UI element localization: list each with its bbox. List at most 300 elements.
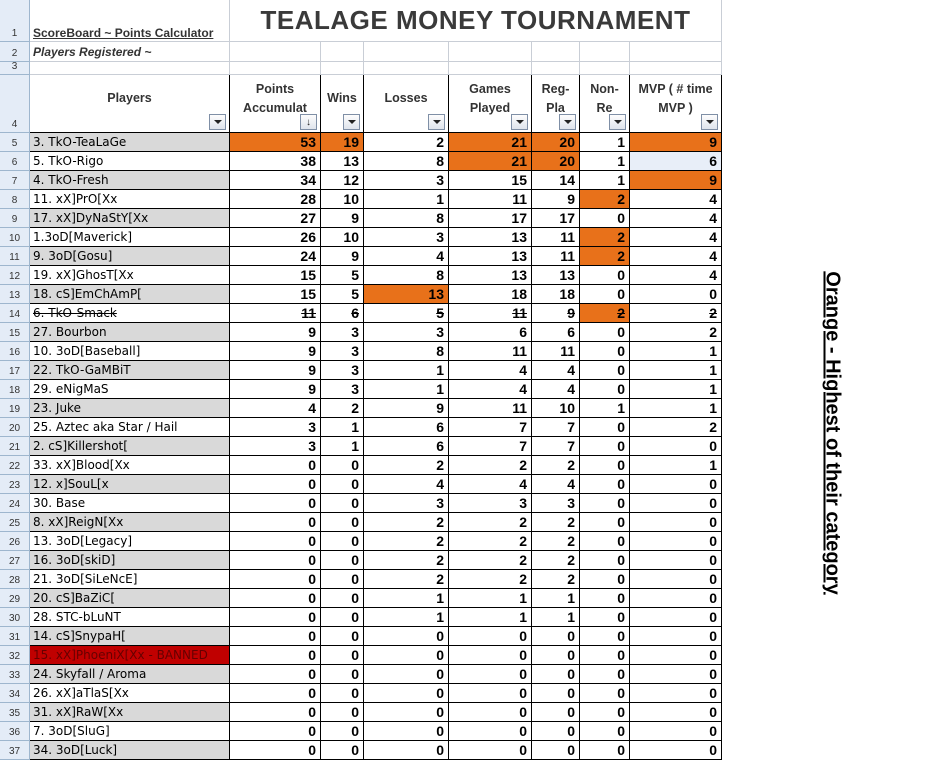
stat-cell[interactable]: 5 xyxy=(321,266,364,285)
stat-cell[interactable]: 2 xyxy=(580,247,630,266)
stat-cell[interactable]: 0 xyxy=(532,627,580,646)
row-number[interactable]: 8 xyxy=(0,190,30,209)
stat-cell[interactable]: 2 xyxy=(630,418,722,437)
stat-cell[interactable]: 18 xyxy=(449,285,532,304)
stat-cell[interactable]: 1 xyxy=(321,418,364,437)
stat-cell[interactable]: 0 xyxy=(580,627,630,646)
stat-cell[interactable]: 0 xyxy=(532,665,580,684)
stat-cell[interactable]: 2 xyxy=(580,190,630,209)
column-header[interactable] xyxy=(449,75,532,133)
empty-cell[interactable] xyxy=(449,42,532,62)
stat-cell[interactable]: 11 xyxy=(449,190,532,209)
stat-cell[interactable]: 1 xyxy=(580,399,630,418)
stat-cell[interactable]: 0 xyxy=(449,741,532,760)
stat-cell[interactable]: 0 xyxy=(630,665,722,684)
stat-cell[interactable]: 0 xyxy=(321,684,364,703)
stat-cell[interactable]: 3 xyxy=(532,494,580,513)
stat-cell[interactable]: 0 xyxy=(364,665,449,684)
player-name-cell[interactable]: 29. eNigMaS xyxy=(30,380,230,399)
stat-cell[interactable]: 0 xyxy=(630,608,722,627)
row-number[interactable]: 22 xyxy=(0,456,30,475)
stat-cell[interactable]: 0 xyxy=(364,741,449,760)
player-name-cell[interactable]: 27. Bourbon xyxy=(30,323,230,342)
empty-cell[interactable] xyxy=(532,42,580,62)
player-name-cell[interactable]: 34. 3oD[Luck] xyxy=(30,741,230,760)
stat-cell[interactable]: 0 xyxy=(580,475,630,494)
player-name-cell[interactable]: 10. 3oD[Baseball] xyxy=(30,342,230,361)
row-number[interactable]: 18 xyxy=(0,380,30,399)
player-name-cell[interactable]: 26. xX]aTlaS[Xx xyxy=(30,684,230,703)
empty-cell[interactable] xyxy=(30,62,230,75)
stat-cell[interactable]: 1 xyxy=(321,437,364,456)
column-header[interactable] xyxy=(580,75,630,133)
player-name-cell[interactable]: 2. cS]Killershot[ xyxy=(30,437,230,456)
stat-cell[interactable]: 0 xyxy=(321,627,364,646)
stat-cell[interactable]: 34 xyxy=(230,171,321,190)
row-number-2[interactable]: 2 xyxy=(0,42,30,62)
stat-cell[interactable]: 0 xyxy=(321,722,364,741)
stat-cell[interactable]: 0 xyxy=(449,703,532,722)
stat-cell[interactable]: 2 xyxy=(532,570,580,589)
filter-dropdown-icon[interactable] xyxy=(343,114,360,130)
stat-cell[interactable]: 0 xyxy=(580,418,630,437)
stat-cell[interactable]: 1 xyxy=(364,608,449,627)
stat-cell[interactable]: 2 xyxy=(449,532,532,551)
stat-cell[interactable]: 7 xyxy=(532,418,580,437)
sort-descending-icon[interactable]: ↓ xyxy=(300,114,317,130)
filter-dropdown-icon[interactable] xyxy=(209,114,226,130)
stat-cell[interactable]: 2 xyxy=(449,570,532,589)
row-number-4[interactable]: 4 xyxy=(0,75,30,133)
row-number[interactable]: 7 xyxy=(0,171,30,190)
tournament-title[interactable]: TEALAGE MONEY TOURNAMENT xyxy=(230,0,722,42)
stat-cell[interactable]: 0 xyxy=(321,494,364,513)
row-number[interactable]: 20 xyxy=(0,418,30,437)
stat-cell[interactable]: 6 xyxy=(364,437,449,456)
stat-cell[interactable]: 0 xyxy=(580,494,630,513)
empty-cell[interactable] xyxy=(449,62,532,75)
stat-cell[interactable]: 0 xyxy=(230,608,321,627)
stat-cell[interactable]: 4 xyxy=(630,247,722,266)
player-name-cell[interactable]: 22. TkO-GaMBiT xyxy=(30,361,230,380)
stat-cell[interactable]: 0 xyxy=(630,589,722,608)
stat-cell[interactable]: 0 xyxy=(580,608,630,627)
stat-cell[interactable]: 1 xyxy=(532,589,580,608)
stat-cell[interactable]: 0 xyxy=(580,551,630,570)
filter-dropdown-icon[interactable] xyxy=(428,114,445,130)
stat-cell[interactable]: 2 xyxy=(364,513,449,532)
player-name-cell[interactable]: 13. 3oD[Legacy] xyxy=(30,532,230,551)
stat-cell[interactable]: 0 xyxy=(230,684,321,703)
player-name-cell[interactable]: 7. 3oD[SluG] xyxy=(30,722,230,741)
stat-cell[interactable]: 2 xyxy=(630,323,722,342)
stat-cell[interactable]: 7 xyxy=(532,437,580,456)
stat-cell[interactable]: 0 xyxy=(449,684,532,703)
stat-cell[interactable]: 2 xyxy=(449,551,532,570)
stat-cell[interactable]: 3 xyxy=(364,228,449,247)
stat-cell[interactable]: 4 xyxy=(449,475,532,494)
player-name-cell[interactable]: 4. TkO-Fresh xyxy=(30,171,230,190)
stat-cell[interactable]: 53 xyxy=(230,133,321,152)
stat-cell[interactable]: 10 xyxy=(321,190,364,209)
stat-cell[interactable]: 0 xyxy=(364,703,449,722)
player-name-cell[interactable]: 17. xX]DyNaStY[Xx xyxy=(30,209,230,228)
player-name-cell[interactable]: 25. Aztec aka Star / Hail xyxy=(30,418,230,437)
stat-cell[interactable]: 6 xyxy=(321,304,364,323)
stat-cell[interactable]: 0 xyxy=(630,532,722,551)
row-number[interactable]: 10 xyxy=(0,228,30,247)
stat-cell[interactable]: 0 xyxy=(630,684,722,703)
filter-dropdown-icon[interactable] xyxy=(559,114,576,130)
stat-cell[interactable]: 3 xyxy=(321,342,364,361)
player-name-cell[interactable]: 24. Skyfall / Aroma xyxy=(30,665,230,684)
stat-cell[interactable]: 11 xyxy=(532,342,580,361)
stat-cell[interactable]: 21 xyxy=(449,133,532,152)
stat-cell[interactable]: 0 xyxy=(364,722,449,741)
stat-cell[interactable]: 11 xyxy=(532,228,580,247)
empty-cell[interactable] xyxy=(532,62,580,75)
stat-cell[interactable]: 0 xyxy=(230,665,321,684)
stat-cell[interactable]: 9 xyxy=(230,361,321,380)
filter-dropdown-icon[interactable] xyxy=(511,114,528,130)
stat-cell[interactable]: 0 xyxy=(580,684,630,703)
stat-cell[interactable]: 0 xyxy=(321,741,364,760)
stat-cell[interactable]: 2 xyxy=(532,456,580,475)
stat-cell[interactable]: 0 xyxy=(321,608,364,627)
stat-cell[interactable]: 0 xyxy=(532,684,580,703)
stat-cell[interactable]: 0 xyxy=(321,703,364,722)
stat-cell[interactable]: 0 xyxy=(580,361,630,380)
stat-cell[interactable]: 0 xyxy=(364,627,449,646)
stat-cell[interactable]: 0 xyxy=(230,741,321,760)
stat-cell[interactable]: 9 xyxy=(630,133,722,152)
stat-cell[interactable]: 0 xyxy=(230,456,321,475)
stat-cell[interactable]: 3 xyxy=(321,323,364,342)
stat-cell[interactable]: 3 xyxy=(321,361,364,380)
stat-cell[interactable]: 27 xyxy=(230,209,321,228)
stat-cell[interactable]: 1 xyxy=(364,190,449,209)
stat-cell[interactable]: 24 xyxy=(230,247,321,266)
stat-cell[interactable]: 1 xyxy=(449,608,532,627)
stat-cell[interactable]: 0 xyxy=(532,646,580,665)
stat-cell[interactable]: 1 xyxy=(580,133,630,152)
stat-cell[interactable]: 0 xyxy=(230,475,321,494)
stat-cell[interactable]: 4 xyxy=(449,380,532,399)
stat-cell[interactable]: 1 xyxy=(630,456,722,475)
stat-cell[interactable]: 0 xyxy=(630,741,722,760)
empty-cell[interactable] xyxy=(364,62,449,75)
player-name-cell[interactable]: 12. x]SouL[x xyxy=(30,475,230,494)
stat-cell[interactable]: 0 xyxy=(321,570,364,589)
stat-cell[interactable]: 3 xyxy=(321,380,364,399)
column-header[interactable] xyxy=(364,75,449,133)
stat-cell[interactable]: 5 xyxy=(364,304,449,323)
player-name-cell[interactable]: 31. xX]RaW[Xx xyxy=(30,703,230,722)
empty-cell[interactable] xyxy=(364,42,449,62)
stat-cell[interactable]: 0 xyxy=(630,570,722,589)
stat-cell[interactable]: 1 xyxy=(364,589,449,608)
stat-cell[interactable]: 0 xyxy=(580,285,630,304)
stat-cell[interactable]: 15 xyxy=(449,171,532,190)
stat-cell[interactable]: 0 xyxy=(580,722,630,741)
player-name-cell[interactable]: 14. cS]SnypaH[ xyxy=(30,627,230,646)
stat-cell[interactable]: 13 xyxy=(321,152,364,171)
stat-cell[interactable]: 21 xyxy=(449,152,532,171)
stat-cell[interactable]: 0 xyxy=(230,703,321,722)
stat-cell[interactable]: 1 xyxy=(364,380,449,399)
stat-cell[interactable]: 13 xyxy=(449,247,532,266)
player-name-cell[interactable]: 8. xX]ReigN[Xx xyxy=(30,513,230,532)
stat-cell[interactable]: 0 xyxy=(630,703,722,722)
row-number[interactable]: 31 xyxy=(0,627,30,646)
stat-cell[interactable]: 28 xyxy=(230,190,321,209)
stat-cell[interactable]: 0 xyxy=(230,532,321,551)
stat-cell[interactable]: 0 xyxy=(580,209,630,228)
row-number[interactable]: 12 xyxy=(0,266,30,285)
stat-cell[interactable]: 6 xyxy=(364,418,449,437)
row-number[interactable]: 29 xyxy=(0,589,30,608)
stat-cell[interactable]: 0 xyxy=(532,722,580,741)
stat-cell[interactable]: 0 xyxy=(630,722,722,741)
player-name-cell[interactable]: 6. TkO-Smack xyxy=(30,304,230,323)
stat-cell[interactable]: 0 xyxy=(580,513,630,532)
stat-cell[interactable]: 2 xyxy=(580,304,630,323)
stat-cell[interactable]: 11 xyxy=(532,247,580,266)
player-name-cell[interactable]: 3. TkO-TeaLaGe xyxy=(30,133,230,152)
stat-cell[interactable]: 0 xyxy=(580,741,630,760)
stat-cell[interactable]: 0 xyxy=(580,589,630,608)
empty-cell[interactable] xyxy=(321,62,364,75)
player-name-cell[interactable]: 19. xX]GhosT[Xx xyxy=(30,266,230,285)
stat-cell[interactable]: 0 xyxy=(364,684,449,703)
stat-cell[interactable]: 0 xyxy=(580,342,630,361)
stat-cell[interactable]: 7 xyxy=(449,437,532,456)
stat-cell[interactable]: 2 xyxy=(364,532,449,551)
row-number[interactable]: 21 xyxy=(0,437,30,456)
player-name-cell[interactable]: 21. 3oD[SiLeNcE] xyxy=(30,570,230,589)
stat-cell[interactable]: 0 xyxy=(580,323,630,342)
player-name-cell[interactable]: 15. xX]PhoeniX[Xx - BANNED xyxy=(30,646,230,665)
row-number[interactable]: 11 xyxy=(0,247,30,266)
stat-cell[interactable]: 0 xyxy=(364,646,449,665)
stat-cell[interactable]: 6 xyxy=(630,152,722,171)
stat-cell[interactable]: 2 xyxy=(532,532,580,551)
stat-cell[interactable]: 2 xyxy=(449,513,532,532)
subtitle-points-calculator[interactable]: ScoreBoard ~ Points Calculator xyxy=(30,0,230,42)
stat-cell[interactable]: 2 xyxy=(630,304,722,323)
stat-cell[interactable]: 9 xyxy=(364,399,449,418)
stat-cell[interactable]: 2 xyxy=(449,456,532,475)
stat-cell[interactable]: 0 xyxy=(532,703,580,722)
column-header[interactable] xyxy=(532,75,580,133)
player-name-cell[interactable]: 20. cS]BaZiC[ xyxy=(30,589,230,608)
empty-cell[interactable] xyxy=(580,62,630,75)
stat-cell[interactable]: 17 xyxy=(532,209,580,228)
stat-cell[interactable]: 0 xyxy=(230,589,321,608)
row-number[interactable]: 16 xyxy=(0,342,30,361)
stat-cell[interactable]: 6 xyxy=(532,323,580,342)
empty-cell[interactable] xyxy=(630,42,722,62)
player-name-cell[interactable]: 5. TkO-Rigo xyxy=(30,152,230,171)
stat-cell[interactable]: 0 xyxy=(630,513,722,532)
row-number[interactable]: 25 xyxy=(0,513,30,532)
stat-cell[interactable]: 0 xyxy=(580,665,630,684)
player-name-cell[interactable]: 18. cS]EmChAmP[ xyxy=(30,285,230,304)
stat-cell[interactable]: 1 xyxy=(580,171,630,190)
stat-cell[interactable]: 2 xyxy=(364,551,449,570)
stat-cell[interactable]: 1 xyxy=(580,152,630,171)
empty-cell[interactable] xyxy=(321,42,364,62)
stat-cell[interactable]: 12 xyxy=(321,171,364,190)
stat-cell[interactable]: 1 xyxy=(630,361,722,380)
stat-cell[interactable]: 0 xyxy=(580,570,630,589)
stat-cell[interactable]: 9 xyxy=(532,190,580,209)
stat-cell[interactable]: 2 xyxy=(580,228,630,247)
stat-cell[interactable]: 19 xyxy=(321,133,364,152)
stat-cell[interactable]: 13 xyxy=(364,285,449,304)
stat-cell[interactable]: 1 xyxy=(364,361,449,380)
stat-cell[interactable]: 14 xyxy=(532,171,580,190)
stat-cell[interactable]: 4 xyxy=(532,380,580,399)
stat-cell[interactable]: 0 xyxy=(321,513,364,532)
column-header[interactable] xyxy=(321,75,364,133)
row-number-1[interactable]: 1 xyxy=(0,0,30,42)
row-number[interactable]: 17 xyxy=(0,361,30,380)
stat-cell[interactable]: 4 xyxy=(364,247,449,266)
stat-cell[interactable]: 9 xyxy=(230,342,321,361)
empty-cell[interactable] xyxy=(580,42,630,62)
stat-cell[interactable]: 0 xyxy=(321,532,364,551)
row-number-3[interactable]: 3 xyxy=(0,62,30,75)
stat-cell[interactable]: 0 xyxy=(230,627,321,646)
stat-cell[interactable]: 9 xyxy=(630,171,722,190)
stat-cell[interactable]: 0 xyxy=(630,551,722,570)
stat-cell[interactable]: 4 xyxy=(532,475,580,494)
column-header[interactable] xyxy=(230,75,321,133)
subtitle-players-registered[interactable]: Players Registered ~ xyxy=(30,42,230,62)
stat-cell[interactable]: 9 xyxy=(230,323,321,342)
stat-cell[interactable]: 0 xyxy=(321,589,364,608)
stat-cell[interactable]: 1 xyxy=(630,342,722,361)
row-number[interactable]: 14 xyxy=(0,304,30,323)
empty-cell[interactable] xyxy=(230,42,321,62)
stat-cell[interactable]: 0 xyxy=(321,665,364,684)
stat-cell[interactable]: 11 xyxy=(449,304,532,323)
stat-cell[interactable]: 4 xyxy=(630,266,722,285)
stat-cell[interactable]: 4 xyxy=(630,190,722,209)
player-name-cell[interactable]: 33. xX]Blood[Xx xyxy=(30,456,230,475)
stat-cell[interactable]: 0 xyxy=(230,551,321,570)
row-number[interactable]: 30 xyxy=(0,608,30,627)
stat-cell[interactable]: 0 xyxy=(449,722,532,741)
stat-cell[interactable]: 0 xyxy=(580,532,630,551)
stat-cell[interactable]: 1 xyxy=(630,399,722,418)
stat-cell[interactable]: 0 xyxy=(580,646,630,665)
row-number[interactable]: 19 xyxy=(0,399,30,418)
stat-cell[interactable]: 0 xyxy=(580,456,630,475)
stat-cell[interactable]: 20 xyxy=(532,133,580,152)
stat-cell[interactable]: 13 xyxy=(532,266,580,285)
stat-cell[interactable]: 0 xyxy=(230,646,321,665)
stat-cell[interactable]: 1 xyxy=(449,589,532,608)
column-header[interactable] xyxy=(630,75,722,133)
stat-cell[interactable]: 0 xyxy=(630,475,722,494)
stat-cell[interactable]: 4 xyxy=(630,209,722,228)
stat-cell[interactable]: 4 xyxy=(449,361,532,380)
stat-cell[interactable]: 1 xyxy=(532,608,580,627)
stat-cell[interactable]: 17 xyxy=(449,209,532,228)
stat-cell[interactable]: 0 xyxy=(230,570,321,589)
row-number[interactable]: 23 xyxy=(0,475,30,494)
row-number[interactable]: 35 xyxy=(0,703,30,722)
stat-cell[interactable]: 2 xyxy=(321,399,364,418)
stat-cell[interactable]: 0 xyxy=(580,437,630,456)
stat-cell[interactable]: 15 xyxy=(230,285,321,304)
stat-cell[interactable]: 7 xyxy=(449,418,532,437)
stat-cell[interactable]: 4 xyxy=(230,399,321,418)
empty-cell[interactable] xyxy=(230,62,321,75)
stat-cell[interactable]: 0 xyxy=(230,513,321,532)
stat-cell[interactable]: 1 xyxy=(630,380,722,399)
row-number[interactable]: 34 xyxy=(0,684,30,703)
stat-cell[interactable]: 0 xyxy=(449,665,532,684)
stat-cell[interactable]: 11 xyxy=(230,304,321,323)
stat-cell[interactable]: 4 xyxy=(532,361,580,380)
stat-cell[interactable]: 2 xyxy=(532,513,580,532)
stat-cell[interactable]: 9 xyxy=(321,209,364,228)
row-number[interactable]: 13 xyxy=(0,285,30,304)
stat-cell[interactable]: 18 xyxy=(532,285,580,304)
filter-dropdown-icon[interactable] xyxy=(609,114,626,130)
column-header[interactable] xyxy=(30,75,230,133)
stat-cell[interactable]: 11 xyxy=(449,342,532,361)
row-number[interactable]: 28 xyxy=(0,570,30,589)
player-name-cell[interactable]: 9. 3oD[Gosu] xyxy=(30,247,230,266)
empty-cell[interactable] xyxy=(630,62,722,75)
stat-cell[interactable]: 3 xyxy=(230,418,321,437)
player-name-cell[interactable]: 28. STC-bLuNT xyxy=(30,608,230,627)
stat-cell[interactable]: 8 xyxy=(364,266,449,285)
stat-cell[interactable]: 2 xyxy=(532,551,580,570)
stat-cell[interactable]: 0 xyxy=(630,285,722,304)
stat-cell[interactable]: 0 xyxy=(580,703,630,722)
stat-cell[interactable]: 9 xyxy=(321,247,364,266)
stat-cell[interactable]: 2 xyxy=(364,456,449,475)
stat-cell[interactable]: 0 xyxy=(230,494,321,513)
stat-cell[interactable]: 3 xyxy=(449,494,532,513)
stat-cell[interactable]: 10 xyxy=(532,399,580,418)
row-number[interactable]: 9 xyxy=(0,209,30,228)
stat-cell[interactable]: 13 xyxy=(449,228,532,247)
stat-cell[interactable]: 20 xyxy=(532,152,580,171)
player-name-cell[interactable]: 11. xX]PrO[Xx xyxy=(30,190,230,209)
row-number[interactable]: 27 xyxy=(0,551,30,570)
stat-cell[interactable]: 38 xyxy=(230,152,321,171)
row-number[interactable]: 36 xyxy=(0,722,30,741)
stat-cell[interactable]: 0 xyxy=(630,646,722,665)
player-name-cell[interactable]: 16. 3oD[skiD] xyxy=(30,551,230,570)
stat-cell[interactable]: 8 xyxy=(364,342,449,361)
stat-cell[interactable]: 2 xyxy=(364,570,449,589)
stat-cell[interactable]: 2 xyxy=(364,133,449,152)
row-number[interactable]: 33 xyxy=(0,665,30,684)
stat-cell[interactable]: 4 xyxy=(630,228,722,247)
stat-cell[interactable]: 0 xyxy=(580,266,630,285)
stat-cell[interactable]: 3 xyxy=(364,323,449,342)
stat-cell[interactable]: 0 xyxy=(321,551,364,570)
stat-cell[interactable]: 4 xyxy=(364,475,449,494)
stat-cell[interactable]: 3 xyxy=(364,494,449,513)
